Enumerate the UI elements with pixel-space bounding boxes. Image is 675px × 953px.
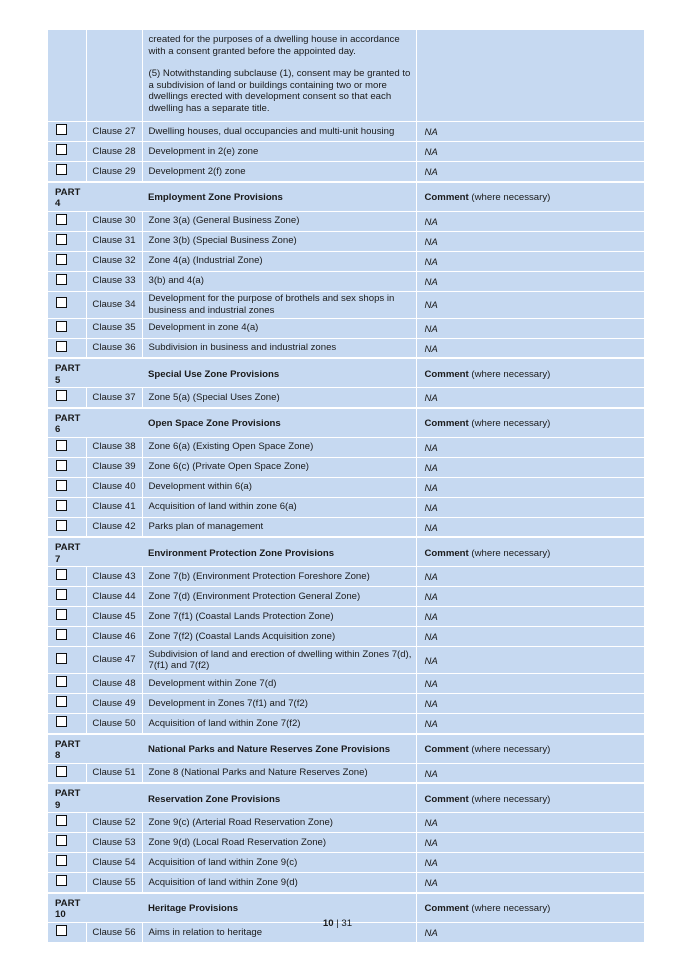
page-separator: | xyxy=(333,918,342,929)
clause-comment: NA xyxy=(416,271,644,291)
clause-row xyxy=(48,251,644,271)
comment-header-rest: (where necessary) xyxy=(468,547,551,559)
part-blank-cell xyxy=(86,408,142,438)
checkbox-cell xyxy=(48,291,86,318)
clause-number: Clause 33 xyxy=(86,271,142,291)
intro-text-cell xyxy=(142,30,416,122)
checkbox-cell xyxy=(48,833,86,853)
clause-comment: NA xyxy=(416,627,644,647)
clause-description: Zone 3(b) (Special Business Zone) xyxy=(142,231,416,251)
clause-number: Clause 50 xyxy=(86,714,142,734)
comment-header xyxy=(416,182,644,212)
clause-description: Zone 7(f1) (Coastal Lands Protection Zone) xyxy=(142,607,416,627)
clause-comment: NA xyxy=(416,338,644,358)
part-heading: Heritage Provisions xyxy=(142,893,416,923)
clause-description: Development 2(f) zone xyxy=(142,162,416,182)
clause-description: Zone 4(a) (Industrial Zone) xyxy=(142,251,416,271)
clause-comment: NA xyxy=(416,437,644,457)
clause-row xyxy=(48,853,644,873)
clause-row xyxy=(48,517,644,537)
clause-checkbox[interactable] xyxy=(56,676,67,687)
clause-comment: NA xyxy=(416,231,644,251)
checkbox-cell xyxy=(48,587,86,607)
clause-checkbox[interactable] xyxy=(56,500,67,511)
clause-comment: NA xyxy=(416,587,644,607)
clause-comment: NA xyxy=(416,873,644,893)
clause-checkbox[interactable] xyxy=(56,629,67,640)
clause-checkbox[interactable] xyxy=(56,144,67,155)
clause-row xyxy=(48,477,644,497)
checkbox-cell xyxy=(48,813,86,833)
clause-checkbox[interactable] xyxy=(56,321,67,332)
clause-row xyxy=(48,162,644,182)
checkbox-cell xyxy=(48,142,86,162)
clause-description: Zone 9(d) (Local Road Reservation Zone) xyxy=(142,833,416,853)
clause-row xyxy=(48,763,644,783)
clause-number: Clause 36 xyxy=(86,338,142,358)
clause-comment: NA xyxy=(416,607,644,627)
clause-comment: NA xyxy=(416,833,644,853)
clause-description: Zone 7(f2) (Coastal Lands Acquisition zone) xyxy=(142,627,416,647)
clause-description: Subdivision of land and erection of dwelling within Zones 7(d), 7(f1) and 7(f2) xyxy=(142,647,416,674)
part-heading: Open Space Zone Provisions xyxy=(142,408,416,438)
clause-description: Zone 9(c) (Arterial Road Reservation Zone) xyxy=(142,813,416,833)
clause-row xyxy=(48,338,644,358)
part-number: PART 5 xyxy=(48,358,86,388)
part-number: PART 6 xyxy=(48,408,86,438)
clause-checkbox[interactable] xyxy=(56,390,67,401)
part-blank-cell xyxy=(86,783,142,813)
checkbox-cell xyxy=(48,694,86,714)
clause-checkbox[interactable] xyxy=(56,609,67,620)
clause-number: Clause 35 xyxy=(86,318,142,338)
clause-checkbox[interactable] xyxy=(56,716,67,727)
checkbox-cell xyxy=(48,477,86,497)
clause-number: Clause 44 xyxy=(86,587,142,607)
clause-comment: NA xyxy=(416,162,644,182)
clause-checkbox[interactable] xyxy=(56,875,67,886)
clause-comment: NA xyxy=(416,457,644,477)
part-heading: National Parks and Nature Reserves Zone Provisions xyxy=(142,734,416,764)
clause-description: Aims in relation to heritage xyxy=(142,922,416,942)
clause-comment: NA xyxy=(416,211,644,231)
clause-number: Clause 43 xyxy=(86,567,142,587)
clause-description: Development in 2(e) zone xyxy=(142,142,416,162)
checkbox-cell xyxy=(48,231,86,251)
intro-blank-cell xyxy=(86,30,142,122)
page-number: 10 xyxy=(322,918,334,929)
comment-header-rest: (where necessary) xyxy=(468,192,551,204)
clause-number: Clause 56 xyxy=(86,922,142,942)
clause-number: Clause 27 xyxy=(86,122,142,142)
clause-number: Clause 52 xyxy=(86,813,142,833)
clause-description: Zone 6(c) (Private Open Space Zone) xyxy=(142,457,416,477)
clause-comment: NA xyxy=(416,674,644,694)
part-blank-cell xyxy=(86,182,142,212)
comment-header xyxy=(416,537,644,567)
clause-number: Clause 32 xyxy=(86,251,142,271)
checkbox-cell xyxy=(48,627,86,647)
part-heading: Environment Protection Zone Provisions xyxy=(142,537,416,567)
intro-blank-cell xyxy=(48,30,86,122)
checkbox-cell xyxy=(48,873,86,893)
part-header-row xyxy=(48,358,644,388)
clause-row xyxy=(48,607,644,627)
comment-header xyxy=(416,783,644,813)
clause-comment: NA xyxy=(416,497,644,517)
clause-comment: NA xyxy=(416,763,644,783)
clause-checkbox[interactable] xyxy=(56,234,67,245)
clause-checkbox[interactable] xyxy=(56,274,67,285)
part-header-row xyxy=(48,408,644,438)
clause-checkbox[interactable] xyxy=(56,214,67,225)
checkbox-cell xyxy=(48,388,86,408)
clause-description: Zone 6(a) (Existing Open Space Zone) xyxy=(142,437,416,457)
part-header-row xyxy=(48,734,644,764)
comment-header-bold: Comment xyxy=(424,418,469,430)
part-heading: Special Use Zone Provisions xyxy=(142,358,416,388)
clause-description: Development in Zones 7(f1) and 7(f2) xyxy=(142,694,416,714)
clause-number: Clause 39 xyxy=(86,457,142,477)
clause-comment: NA xyxy=(416,567,644,587)
clause-checkbox[interactable] xyxy=(56,653,67,664)
clause-checkbox[interactable] xyxy=(56,254,67,265)
comment-header-bold: Comment xyxy=(424,547,469,559)
clause-row xyxy=(48,714,644,734)
clause-comment: NA xyxy=(416,251,644,271)
clause-checkbox[interactable] xyxy=(56,815,67,826)
part-number: PART 10 xyxy=(48,893,86,923)
clause-checkbox[interactable] xyxy=(56,440,67,451)
clause-checkbox[interactable] xyxy=(56,297,67,308)
clause-description: Zone 5(a) (Special Uses Zone) xyxy=(142,388,416,408)
clause-comment: NA xyxy=(416,388,644,408)
clause-row xyxy=(48,437,644,457)
intro-blank-cell xyxy=(416,30,644,122)
checkbox-cell xyxy=(48,318,86,338)
part-number: PART 8 xyxy=(48,734,86,764)
clause-description: Acquisition of land within Zone 9(c) xyxy=(142,853,416,873)
clause-row xyxy=(48,873,644,893)
comment-header-rest: (where necessary) xyxy=(468,793,551,805)
part-header-row xyxy=(48,537,644,567)
page-total: 31 xyxy=(341,918,353,929)
clause-description: Development within Zone 7(d) xyxy=(142,674,416,694)
clause-row xyxy=(48,833,644,853)
clause-description: Parks plan of management xyxy=(142,517,416,537)
checkbox-cell xyxy=(48,763,86,783)
clause-checkbox[interactable] xyxy=(56,569,67,580)
clause-number: Clause 40 xyxy=(86,477,142,497)
clause-checkbox[interactable] xyxy=(56,520,67,531)
clause-row xyxy=(48,813,644,833)
clause-number: Clause 37 xyxy=(86,388,142,408)
checkbox-cell xyxy=(48,674,86,694)
comment-header-bold: Comment xyxy=(424,744,469,756)
clause-number: Clause 28 xyxy=(86,142,142,162)
checkbox-cell xyxy=(48,607,86,627)
intro-row xyxy=(48,30,644,122)
clause-description: Development in zone 4(a) xyxy=(142,318,416,338)
checkbox-cell xyxy=(48,647,86,674)
checkbox-cell xyxy=(48,853,86,873)
checkbox-cell xyxy=(48,271,86,291)
checkbox-cell xyxy=(48,162,86,182)
clause-number: Clause 46 xyxy=(86,627,142,647)
clause-number: Clause 42 xyxy=(86,517,142,537)
part-header-row xyxy=(48,182,644,212)
clause-comment: NA xyxy=(416,714,644,734)
part-number: PART 9 xyxy=(48,783,86,813)
clause-checkbox[interactable] xyxy=(56,855,67,866)
clause-description: Acquisition of land within Zone 9(d) xyxy=(142,873,416,893)
clause-number: Clause 31 xyxy=(86,231,142,251)
comment-header xyxy=(416,734,644,764)
checkbox-cell xyxy=(48,437,86,457)
clause-row xyxy=(48,567,644,587)
part-heading: Employment Zone Provisions xyxy=(142,182,416,212)
checklist-body xyxy=(48,30,644,942)
clause-comment: NA xyxy=(416,318,644,338)
clause-description: Acquisition of land within Zone 7(f2) xyxy=(142,714,416,734)
clause-comment: NA xyxy=(416,813,644,833)
clause-checkbox[interactable] xyxy=(56,696,67,707)
checkbox-cell xyxy=(48,517,86,537)
clause-row xyxy=(48,271,644,291)
checkbox-cell xyxy=(48,211,86,231)
intro-paragraph: (5) Notwithstanding subclause (1), consent may be granted to a subdivision of land or buildings containing two or more dwellings erected with development consent so that each dwelling has a separate title. xyxy=(148,68,411,114)
clause-comment: NA xyxy=(416,694,644,714)
clause-description: Dwelling houses, dual occupancies and multi-unit housing xyxy=(142,122,416,142)
clause-number: Clause 47 xyxy=(86,647,142,674)
clause-row xyxy=(48,388,644,408)
clause-description: Acquisition of land within zone 6(a) xyxy=(142,497,416,517)
comment-header-bold: Comment xyxy=(424,368,469,380)
clause-description: Zone 3(a) (General Business Zone) xyxy=(142,211,416,231)
clause-checkbox[interactable] xyxy=(56,124,67,135)
clause-row xyxy=(48,122,644,142)
clause-description: Zone 8 (National Parks and Nature Reserves Zone) xyxy=(142,763,416,783)
clause-description: 3(b) and 4(a) xyxy=(142,271,416,291)
clause-row xyxy=(48,318,644,338)
comment-header xyxy=(416,358,644,388)
clause-number: Clause 45 xyxy=(86,607,142,627)
clause-row xyxy=(48,647,644,674)
clause-number: Clause 30 xyxy=(86,211,142,231)
part-blank-cell xyxy=(86,358,142,388)
checkbox-cell xyxy=(48,497,86,517)
clause-description: Development for the purpose of brothels and sex shops in business and industrial zones xyxy=(142,291,416,318)
clause-row xyxy=(48,291,644,318)
part-heading: Reservation Zone Provisions xyxy=(142,783,416,813)
clause-row xyxy=(48,211,644,231)
page-footer xyxy=(0,918,675,929)
clause-number: Clause 29 xyxy=(86,162,142,182)
comment-header-rest: (where necessary) xyxy=(468,744,551,756)
comment-header-rest: (where necessary) xyxy=(468,368,551,380)
clause-description: Subdivision in business and industrial zones xyxy=(142,338,416,358)
clause-row xyxy=(48,497,644,517)
clause-number: Clause 51 xyxy=(86,763,142,783)
checkbox-cell xyxy=(48,457,86,477)
clause-number: Clause 34 xyxy=(86,291,142,318)
clause-description: Zone 7(d) (Environment Protection General Zone) xyxy=(142,587,416,607)
comment-header-rest: (where necessary) xyxy=(468,418,551,430)
clause-comment: NA xyxy=(416,647,644,674)
comment-header-bold: Comment xyxy=(424,903,469,915)
clause-row xyxy=(48,231,644,251)
clause-comment: NA xyxy=(416,517,644,537)
clause-checkbox[interactable] xyxy=(56,341,67,352)
clause-checklist-table xyxy=(48,30,644,942)
clause-description: Zone 7(b) (Environment Protection Foreshore Zone) xyxy=(142,567,416,587)
clause-row xyxy=(48,142,644,162)
clause-number: Clause 38 xyxy=(86,437,142,457)
clause-comment: NA xyxy=(416,122,644,142)
clause-checkbox[interactable] xyxy=(56,835,67,846)
clause-comment: NA xyxy=(416,291,644,318)
checkbox-cell xyxy=(48,567,86,587)
clause-comment: NA xyxy=(416,477,644,497)
comment-header-rest: (where necessary) xyxy=(468,903,551,915)
clause-number: Clause 53 xyxy=(86,833,142,853)
part-header-row xyxy=(48,783,644,813)
clause-checkbox[interactable] xyxy=(56,460,67,471)
clause-row xyxy=(48,457,644,477)
clause-number: Clause 49 xyxy=(86,694,142,714)
clause-row xyxy=(48,694,644,714)
part-number: PART 7 xyxy=(48,537,86,567)
clause-checkbox[interactable] xyxy=(56,164,67,175)
checkbox-cell xyxy=(48,251,86,271)
clause-comment: NA xyxy=(416,142,644,162)
clause-row xyxy=(48,627,644,647)
clause-description: Development within 6(a) xyxy=(142,477,416,497)
checkbox-cell xyxy=(48,714,86,734)
checkbox-cell xyxy=(48,338,86,358)
clause-row xyxy=(48,674,644,694)
part-blank-cell xyxy=(86,734,142,764)
clause-checkbox[interactable] xyxy=(56,589,67,600)
comment-header-bold: Comment xyxy=(424,192,469,204)
part-blank-cell xyxy=(86,537,142,567)
intro-paragraph: created for the purposes of a dwelling house in accordance with a consent granted before the appointed day. xyxy=(148,34,400,57)
clause-number: Clause 41 xyxy=(86,497,142,517)
clause-comment: NA xyxy=(416,853,644,873)
clause-number: Clause 48 xyxy=(86,674,142,694)
clause-number: Clause 55 xyxy=(86,873,142,893)
clause-row xyxy=(48,587,644,607)
clause-number: Clause 54 xyxy=(86,853,142,873)
comment-header xyxy=(416,408,644,438)
clause-checkbox[interactable] xyxy=(56,480,67,491)
clause-checkbox[interactable] xyxy=(56,766,67,777)
checkbox-cell xyxy=(48,122,86,142)
comment-header-bold: Comment xyxy=(424,793,469,805)
part-number: PART 4 xyxy=(48,182,86,212)
clause-comment: NA xyxy=(416,922,644,942)
